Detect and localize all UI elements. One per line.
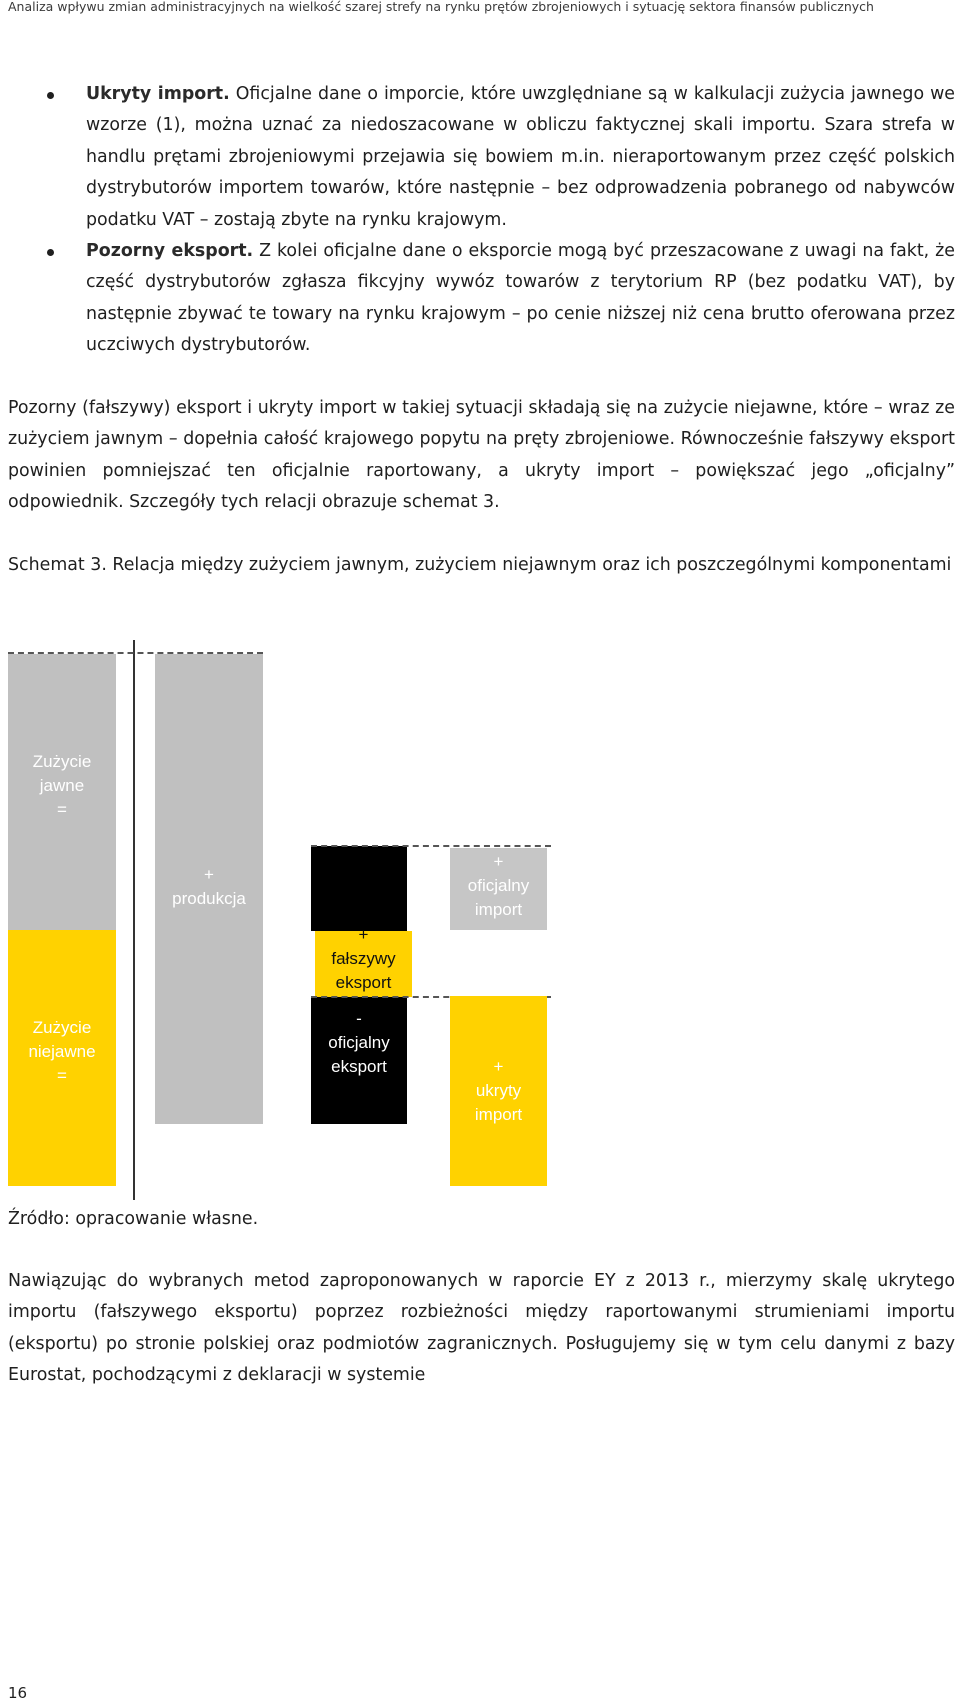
label-line: produkcja <box>172 889 246 908</box>
bullet-dot <box>47 92 54 99</box>
bullet-list <box>0 79 960 362</box>
label-line: eksport <box>331 1057 387 1076</box>
label-ukryty-import <box>450 1055 547 1127</box>
label-line: + <box>358 925 369 944</box>
label-falszywy-eksport <box>315 923 412 995</box>
label-zuzycie-niejawne <box>8 1016 116 1088</box>
label-produkcja <box>155 863 263 911</box>
bullet-dot <box>47 249 54 256</box>
label-zuzycie-jawne <box>8 750 116 822</box>
block-eksport-top <box>311 846 407 931</box>
page-number: 16 <box>8 1684 28 1702</box>
label-line: niejawne <box>28 1042 96 1061</box>
axis-line <box>133 640 135 1200</box>
label-line: Zużycie <box>32 752 92 771</box>
label-line: jawne <box>39 776 85 795</box>
figure-caption: Schemat 3. Relacja między zużyciem jawnym, zużyciem niejawnym oraz ich poszczególnymi komponentami <box>8 555 952 575</box>
bullet-text: Oficjalne dane o imporcie, które uwzględniane są w kalkulacji zużycia jawnego we wzorze (1), można uznać za niedoszacowane w obliczu faktycznej skali importu. Szara strefa w handlu prętami zbrojeniowymi przejawia się bowiem m.in. nieraportowanym przez część polskich dystrybutorów importem towarów, które następnie – bez odprowadzenia pobranego od nabywców podatku VAT – zostają zbyte na rynku krajowym. <box>86 84 955 230</box>
label-line: - <box>356 1009 362 1028</box>
scheme-diagram <box>0 630 960 1200</box>
label-line: import <box>474 1105 523 1124</box>
bullet-item-pozorny-eksport <box>0 236 960 362</box>
label-line: + <box>493 1057 504 1076</box>
label-line: ukryty <box>475 1081 522 1100</box>
label-line: = <box>57 1066 67 1085</box>
paragraph: Nawiązując do wybranych metod zaproponowanych w raporcie EY z 2013 r., mierzymy skalę ukrytego importu (fałszywego eksportu) poprzez rozbieżności między raportowanymi strumieniami importu (eksportu) po stronie polskiej oraz podmiotów zagranicznych. Posługujemy się w tym celu danymi z bazy Eurostat, pochodzącymi z deklaracji w systemie <box>8 1271 955 1386</box>
label-line: + <box>204 865 214 884</box>
label-line: fałszywy <box>331 949 396 968</box>
dashed-line-top <box>8 652 263 654</box>
label-oficjalny-eksport <box>311 1007 407 1079</box>
label-line: Zużycie <box>32 1018 92 1037</box>
label-line: eksport <box>335 973 392 992</box>
label-line: oficjalny <box>467 876 530 895</box>
bullet-lead: Ukryty import. <box>86 84 230 104</box>
bullet-lead: Pozorny eksport. <box>86 241 254 262</box>
label-oficjalny-import <box>450 850 547 922</box>
paragraph: Pozorny (fałszywy) eksport i ukryty import w takiej sytuacji składają się na zużycie niejawne, które – wraz ze zużyciem jawnym – dopełnia całość krajowego popytu na pręty zbrojeniowe. Równocześnie fałszywy eksport powinien pomniejszać ten oficjalnie raportowany, a ukryty import – powiększać jego „oficjalny” odpowiednik. Szczegóły tych relacji obrazuje schemat 3. <box>8 398 955 513</box>
running-header: Analiza wpływu zmian administracyjnych na wielkość szarej strefy na rynku prętów zbrojeniowych i sytuację sektora finansów publicznych <box>8 0 874 14</box>
bullet-item-ukryty-import <box>0 79 960 236</box>
label-line: + <box>493 852 504 871</box>
label-line: oficjalny <box>328 1033 390 1052</box>
label-line: = <box>57 800 67 819</box>
dashed-line-mid <box>311 845 551 847</box>
label-line: import <box>474 900 523 919</box>
bullet-text: Z kolei oficjalne dane o eksporcie mogą być przeszacowane z uwagi na fakt, że część dystrybutorów zgłasza fikcyjny wywóz towarów z terytorium RP (bez podatku VAT), by następnie zbywać te towary na rynku krajowym – po cenie niższej niż cena brutto oferowana przez uczciwych dystrybutorów. <box>86 241 955 356</box>
figure-source: Źródło: opracowanie własne. <box>8 1209 259 1229</box>
